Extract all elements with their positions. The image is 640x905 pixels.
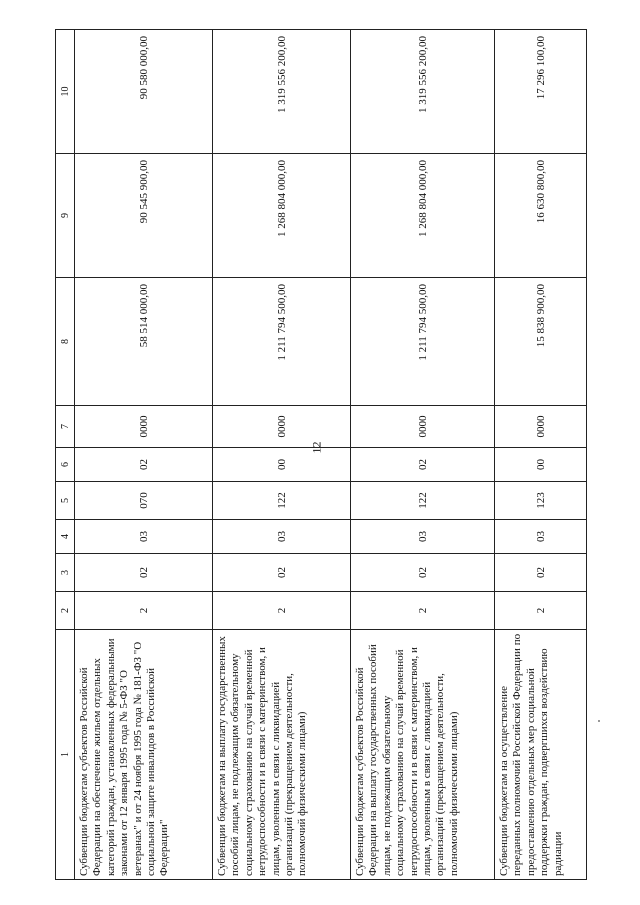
cell-col10: 1 319 556 200,00 (351, 30, 495, 154)
cell-col3: 02 (213, 554, 351, 592)
cell-col4: 03 (75, 520, 213, 554)
cell-col8: 1 211 794 500,00 (351, 278, 495, 406)
cell-col6: 02 (351, 448, 495, 482)
cell-col8: 15 838 900,00 (495, 278, 587, 406)
scan-speck (598, 720, 600, 722)
cell-col6: 00 (213, 448, 351, 482)
cell-col4: 03 (495, 520, 587, 554)
table-row (213, 30, 351, 880)
header-cell: 5 (56, 482, 75, 520)
table-row (495, 30, 587, 880)
header-cell: 8 (56, 278, 75, 406)
row-description: Субвенции бюджетам субъектов Российской Федерации на выплату государственных пособий лицам, не подлежащим обязательному социальному страхованию на случай временной нетрудоспособности и в связи с материнством, и лицам, уволенным в связи с ликвидацией организаций (прекращением деятельности, полномочий физическими лицами) (351, 630, 495, 880)
cell-col2: 2 (351, 592, 495, 630)
header-cell: 1 (56, 630, 75, 880)
cell-col2: 2 (213, 592, 351, 630)
cell-col4: 03 (351, 520, 495, 554)
budget-subventions-table (55, 29, 587, 880)
page-number: 12 (309, 441, 324, 454)
header-cell: 6 (56, 448, 75, 482)
row-description: Субвенции бюджетам на осуществление переданных полномочий Российской Федерации по предоставлению отдельных мер социальной поддержки граждан, подвергшихся воздействию радиации (495, 630, 587, 880)
header-cell: 10 (56, 30, 75, 154)
cell-col8: 1 211 794 500,00 (213, 278, 351, 406)
rotated-table-container (55, 30, 585, 880)
header-cell: 3 (56, 554, 75, 592)
cell-col9: 1 268 804 000,00 (213, 154, 351, 278)
cell-col3: 02 (351, 554, 495, 592)
header-cell: 4 (56, 520, 75, 554)
header-cell: 2 (56, 592, 75, 630)
table-row (75, 30, 213, 880)
cell-col3: 02 (75, 554, 213, 592)
cell-col5: 123 (495, 482, 587, 520)
cell-col10: 17 296 100,00 (495, 30, 587, 154)
cell-col9: 16 630 800,00 (495, 154, 587, 278)
row-description: Субвенции бюджетам субъектов Российской Федерации на обеспечение жильем отдельных категорий граждан, установленных федеральными законами от 12 января 1995 года № 5-ФЗ "О ветеранах" и от 24 ноября 1995 года № 181-ФЗ "О социальной защите инвалидов в Российской Федерации" (75, 630, 213, 880)
header-row (56, 30, 75, 880)
cell-col2: 2 (75, 592, 213, 630)
cell-col10: 90 580 000,00 (75, 30, 213, 154)
cell-col7: 0000 (75, 406, 213, 448)
cell-col6: 02 (75, 448, 213, 482)
cell-col7: 0000 (213, 406, 351, 448)
header-cell: 9 (56, 154, 75, 278)
cell-col6: 00 (495, 448, 587, 482)
cell-col5: 070 (75, 482, 213, 520)
cell-col2: 2 (495, 592, 587, 630)
table-row (351, 30, 495, 880)
cell-col5: 122 (351, 482, 495, 520)
cell-col7: 0000 (351, 406, 495, 448)
cell-col8: 58 514 000,00 (75, 278, 213, 406)
cell-col3: 02 (495, 554, 587, 592)
cell-col9: 1 268 804 000,00 (351, 154, 495, 278)
cell-col4: 03 (213, 520, 351, 554)
cell-col5: 122 (213, 482, 351, 520)
header-cell: 7 (56, 406, 75, 448)
cell-col10: 1 319 556 200,00 (213, 30, 351, 154)
row-description: Субвенции бюджетам на выплату государственных пособий лицам, не подлежащим обязательному социальному страхованию на случай временной нетрудоспособности и в связи с материнством, и лицам, уволенным в связи с ликвидацией организаций (прекращением деятельности, полномочий физическими лицами) (213, 630, 351, 880)
cell-col7: 0000 (495, 406, 587, 448)
cell-col9: 90 545 900,00 (75, 154, 213, 278)
